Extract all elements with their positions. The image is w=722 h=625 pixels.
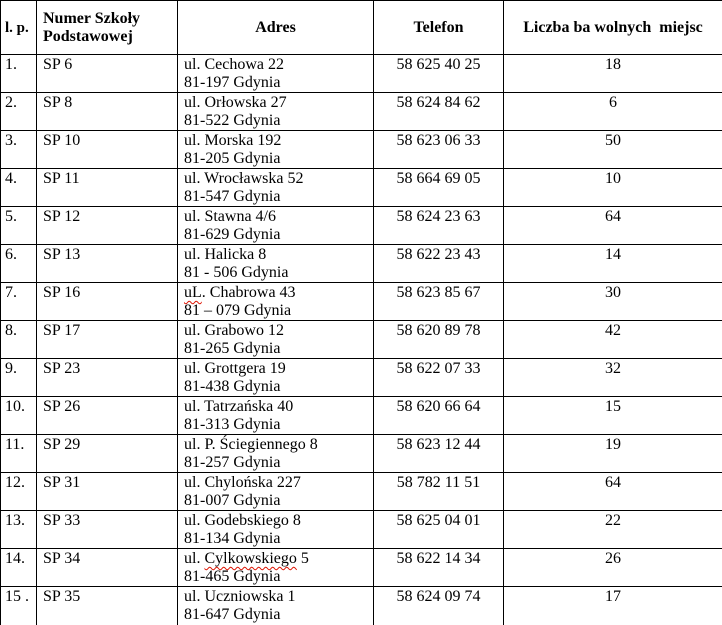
school-number-cell: SP 6 — [37, 55, 178, 93]
table-row — [1, 511, 722, 549]
address-text: 81 - 506 Gdynia — [184, 264, 289, 281]
address-cell — [178, 397, 374, 435]
address-line — [184, 454, 369, 472]
address-text: 81-265 Gdynia — [184, 340, 281, 357]
address-line — [184, 398, 369, 416]
address-text: ul. Halicka 8 — [184, 246, 267, 263]
table-row — [1, 245, 722, 283]
table-row — [1, 283, 722, 321]
address-line — [184, 208, 369, 226]
address-cell — [178, 359, 374, 397]
address-line — [184, 264, 369, 282]
address-line — [184, 588, 369, 606]
address-text: ul. Chylońska 227 — [184, 474, 301, 491]
free-places-cell: 26 — [504, 549, 722, 587]
column-header-free-places: Liczba ba wolnych miejsc — [504, 1, 722, 55]
table-row — [1, 131, 722, 169]
table-row — [1, 473, 722, 511]
address-line — [184, 568, 369, 586]
school-number-cell: SP 29 — [37, 435, 178, 473]
address-text: ul. Grottgera 19 — [184, 360, 286, 377]
free-places-cell: 14 — [504, 245, 722, 283]
school-number-cell: SP 31 — [37, 473, 178, 511]
free-places-cell: 10 — [504, 169, 722, 207]
address-line — [184, 606, 369, 624]
address-line — [184, 94, 369, 112]
phone-cell: 58 624 84 62 — [374, 93, 504, 131]
address-line — [184, 492, 369, 510]
school-number-cell: SP 35 — [37, 587, 178, 625]
address-text: ul. Cechowa 22 — [184, 56, 284, 73]
lp-cell: 13. — [1, 511, 37, 549]
address-text: 81-197 Gdynia — [184, 74, 281, 91]
address-cell — [178, 207, 374, 245]
table-row — [1, 321, 722, 359]
address-line — [184, 416, 369, 434]
school-number-cell: SP 10 — [37, 131, 178, 169]
lp-cell: 8. — [1, 321, 37, 359]
address-text: 81-205 Gdynia — [184, 150, 281, 167]
misspelled-text: uL — [184, 284, 202, 301]
table-row — [1, 55, 722, 93]
free-places-cell: 32 — [504, 359, 722, 397]
address-text: ul. Uczniowska 1 — [184, 588, 296, 605]
free-places-cell: 15 — [504, 397, 722, 435]
address-cell — [178, 55, 374, 93]
school-number-cell: SP 23 — [37, 359, 178, 397]
free-places-cell: 22 — [504, 511, 722, 549]
misspelled-text: Cylkowskiego — [204, 550, 297, 567]
address-line — [184, 56, 369, 74]
address-text: 81-647 Gdynia — [184, 606, 281, 623]
lp-cell: 2. — [1, 93, 37, 131]
address-text: ul. Wrocławska 52 — [184, 170, 304, 187]
lp-cell: 9. — [1, 359, 37, 397]
school-number-cell: SP 17 — [37, 321, 178, 359]
address-line — [184, 436, 369, 454]
address-text: ul. Godebskiego 8 — [184, 512, 301, 529]
address-line — [184, 132, 369, 150]
school-number-cell: SP 33 — [37, 511, 178, 549]
lp-cell: 12. — [1, 473, 37, 511]
phone-cell: 58 623 12 44 — [374, 435, 504, 473]
table-row — [1, 207, 722, 245]
school-number-cell: SP 13 — [37, 245, 178, 283]
address-text: 81-007 Gdynia — [184, 492, 281, 509]
address-text: ul. P. Ściegiennego 8 — [184, 436, 318, 453]
column-header-address: Adres — [178, 1, 374, 55]
column-header-school-number: Numer Szkoły Podstawowej — [37, 1, 178, 55]
address-text: 81-547 Gdynia — [184, 188, 281, 205]
phone-cell: 58 622 23 43 — [374, 245, 504, 283]
address-line — [184, 284, 369, 302]
table-body — [1, 55, 722, 625]
table-row — [1, 169, 722, 207]
address-line — [184, 550, 369, 568]
address-text: ul. Stawna 4/6 — [184, 208, 276, 225]
phone-cell: 58 625 40 25 — [374, 55, 504, 93]
phone-cell: 58 624 09 74 — [374, 587, 504, 625]
free-places-cell: 50 — [504, 131, 722, 169]
address-text: ul. Tatrzańska 40 — [184, 398, 294, 415]
address-text: . Chabrowa 43 — [201, 284, 296, 301]
free-places-cell: 64 — [504, 473, 722, 511]
school-number-cell: SP 8 — [37, 93, 178, 131]
free-places-cell: 18 — [504, 55, 722, 93]
address-cell — [178, 169, 374, 207]
table-row — [1, 397, 722, 435]
column-header-phone: Telefon — [374, 1, 504, 55]
address-text: ul. Orłowska 27 — [184, 94, 287, 111]
address-line — [184, 170, 369, 188]
phone-cell: 58 622 07 33 — [374, 359, 504, 397]
address-line — [184, 74, 369, 92]
address-line — [184, 378, 369, 396]
free-places-cell: 30 — [504, 283, 722, 321]
lp-cell: 3. — [1, 131, 37, 169]
phone-cell: 58 620 66 64 — [374, 397, 504, 435]
phone-cell: 58 623 06 33 — [374, 131, 504, 169]
address-line — [184, 360, 369, 378]
address-text: ul. Morska 192 — [184, 132, 282, 149]
address-cell — [178, 511, 374, 549]
address-line — [184, 188, 369, 206]
address-line — [184, 474, 369, 492]
phone-cell: 58 664 69 05 — [374, 169, 504, 207]
address-cell — [178, 587, 374, 625]
header-row — [1, 1, 722, 55]
address-text: 81-438 Gdynia — [184, 378, 281, 395]
lp-cell: 11. — [1, 435, 37, 473]
table-row — [1, 435, 722, 473]
address-line — [184, 302, 369, 320]
address-text: 81-522 Gdynia — [184, 112, 281, 129]
column-header-lp: l. p. — [1, 1, 37, 55]
lp-cell: 7. — [1, 283, 37, 321]
lp-cell: 15 . — [1, 587, 37, 625]
address-cell — [178, 321, 374, 359]
address-cell — [178, 549, 374, 587]
lp-cell: 14. — [1, 549, 37, 587]
school-number-cell: SP 16 — [37, 283, 178, 321]
free-places-cell: 19 — [504, 435, 722, 473]
table-row — [1, 587, 722, 625]
free-places-cell: 64 — [504, 207, 722, 245]
free-places-cell: 6 — [504, 93, 722, 131]
phone-cell: 58 782 11 51 — [374, 473, 504, 511]
address-line — [184, 246, 369, 264]
address-cell — [178, 93, 374, 131]
lp-cell: 5. — [1, 207, 37, 245]
address-line — [184, 530, 369, 548]
address-line — [184, 112, 369, 130]
address-line — [184, 512, 369, 530]
free-places-cell: 42 — [504, 321, 722, 359]
address-cell — [178, 245, 374, 283]
school-number-cell: SP 12 — [37, 207, 178, 245]
address-line — [184, 150, 369, 168]
address-line — [184, 340, 369, 358]
address-cell — [178, 131, 374, 169]
address-cell — [178, 283, 374, 321]
address-text: 81-134 Gdynia — [184, 530, 281, 547]
table-row — [1, 93, 722, 131]
address-line — [184, 226, 369, 244]
address-text: 81-257 Gdynia — [184, 454, 281, 471]
address-text: ul. Grabowo 12 — [184, 322, 284, 339]
free-places-cell: 17 — [504, 587, 722, 625]
address-text: 81-465 Gdynia — [184, 568, 281, 585]
phone-cell: 58 622 14 34 — [374, 549, 504, 587]
address-text: 81-313 Gdynia — [184, 416, 281, 433]
address-cell — [178, 473, 374, 511]
table-row — [1, 549, 722, 587]
address-text: ul. — [184, 550, 205, 567]
phone-cell: 58 625 04 01 — [374, 511, 504, 549]
address-text: 81-629 Gdynia — [184, 226, 281, 243]
phone-cell: 58 623 85 67 — [374, 283, 504, 321]
table-row — [1, 359, 722, 397]
school-number-cell: SP 34 — [37, 549, 178, 587]
phone-cell: 58 620 89 78 — [374, 321, 504, 359]
lp-cell: 4. — [1, 169, 37, 207]
phone-cell: 58 624 23 63 — [374, 207, 504, 245]
address-text: 81 – 079 Gdynia — [184, 302, 292, 319]
address-text: 5 — [296, 550, 309, 567]
address-line — [184, 322, 369, 340]
lp-cell: 10. — [1, 397, 37, 435]
school-number-cell: SP 11 — [37, 169, 178, 207]
lp-cell: 6. — [1, 245, 37, 283]
address-cell — [178, 435, 374, 473]
lp-cell: 1. — [1, 55, 37, 93]
school-number-cell: SP 26 — [37, 397, 178, 435]
